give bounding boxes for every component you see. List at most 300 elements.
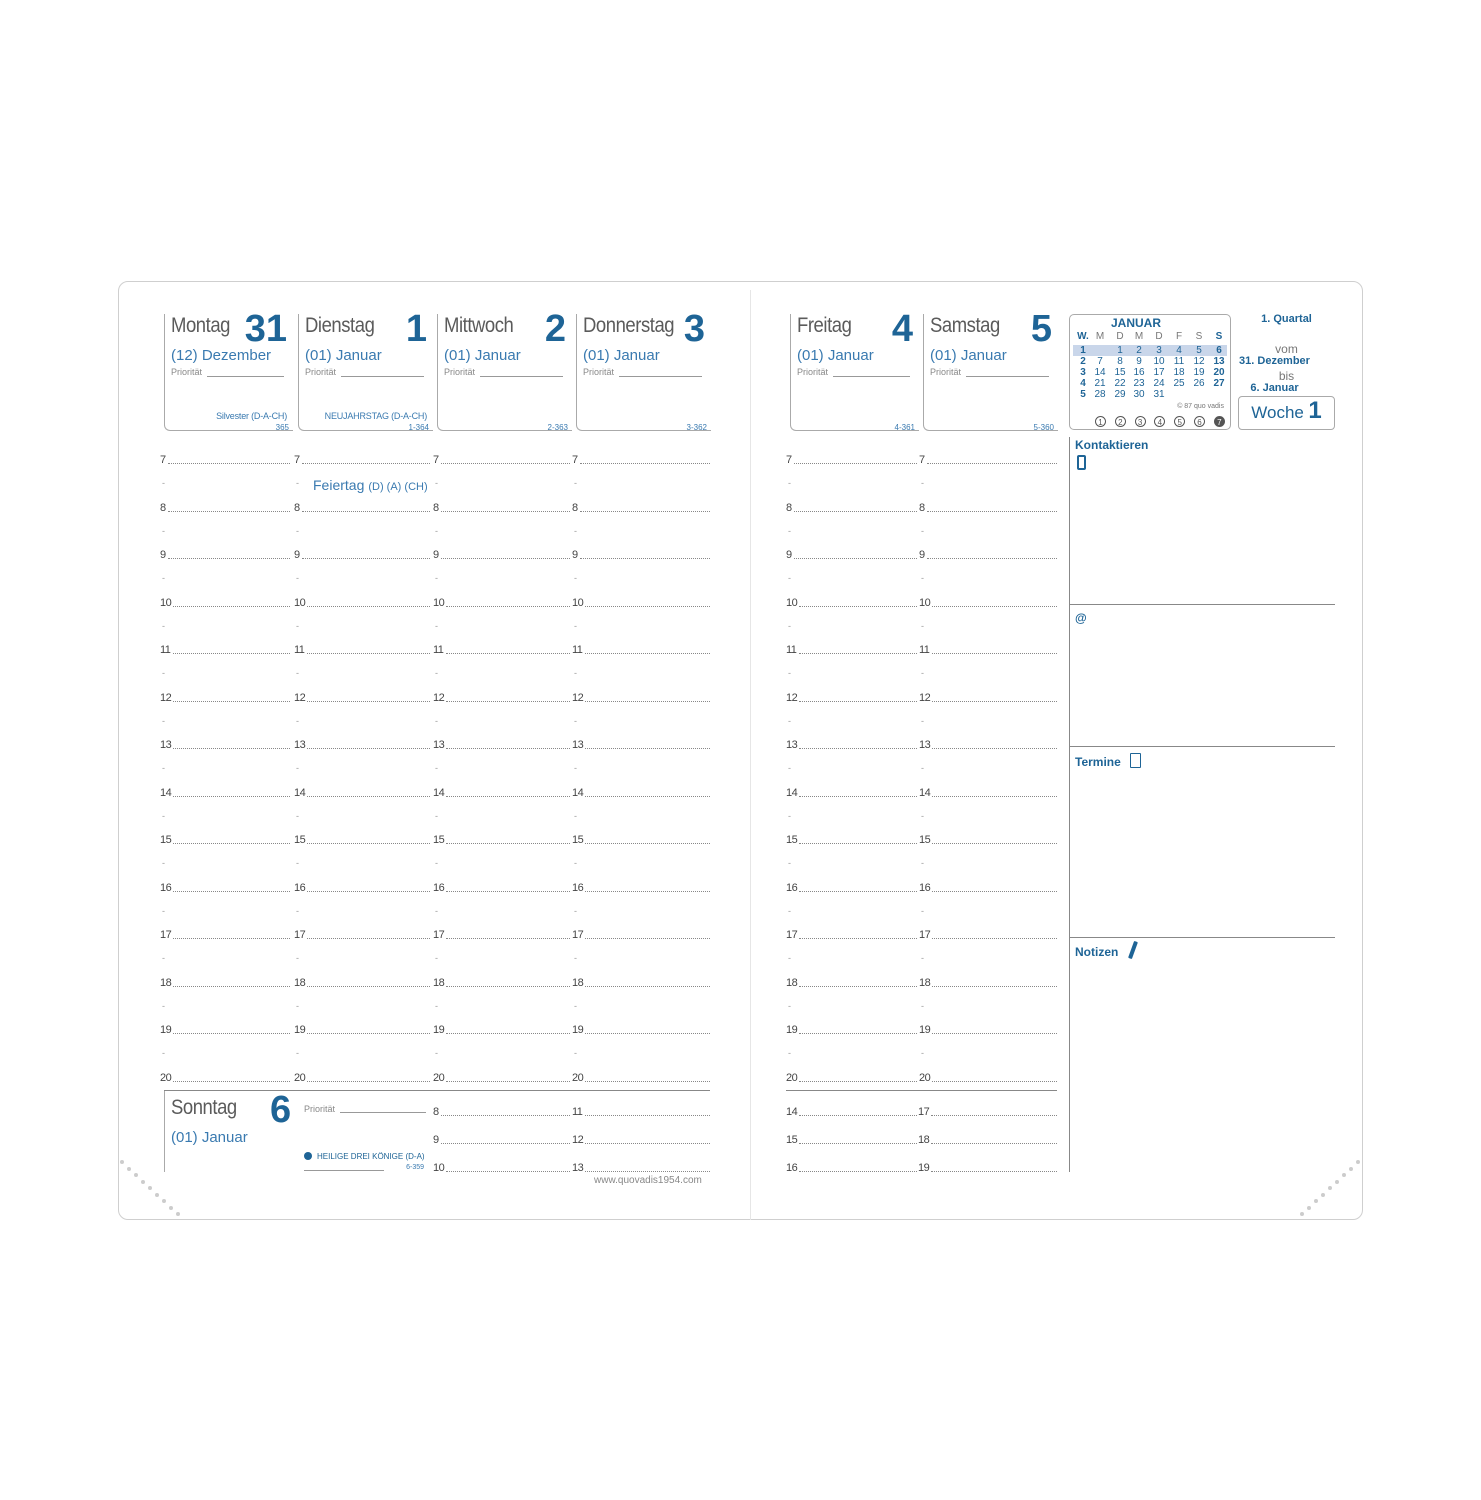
hour-row[interactable] xyxy=(919,549,1059,561)
calendar-header: M xyxy=(1095,331,1105,342)
calendar-day[interactable]: 22 xyxy=(1114,378,1126,389)
hour-row[interactable] xyxy=(786,1024,919,1036)
hour-row[interactable] xyxy=(160,787,292,799)
extra-hour-row[interactable] xyxy=(918,1134,1057,1146)
hour-row[interactable] xyxy=(919,787,1059,799)
calendar-day[interactable]: 13 xyxy=(1213,356,1225,367)
peg-hole xyxy=(1307,1206,1311,1210)
half-hour-mark: - xyxy=(162,620,165,631)
hour-label: 19 xyxy=(160,1024,172,1036)
mini-calendar xyxy=(1069,314,1231,430)
hour-label: 16 xyxy=(294,881,306,894)
hour-line xyxy=(307,986,430,987)
calendar-header: S xyxy=(1195,331,1203,342)
hour-row[interactable] xyxy=(786,502,919,514)
half-hour-mark: - xyxy=(921,953,924,963)
hour-row[interactable] xyxy=(572,929,712,941)
sunday-hour-row[interactable] xyxy=(433,1106,570,1118)
hour-label: 9 xyxy=(572,549,578,561)
hour-line xyxy=(585,986,710,987)
hour-label: 15 xyxy=(786,1134,798,1146)
calendar-day[interactable]: 4 xyxy=(1176,345,1182,356)
hour-row[interactable] xyxy=(433,739,572,751)
calendar-day[interactable]: 23 xyxy=(1133,378,1145,389)
hour-row[interactable] xyxy=(786,1072,919,1084)
hour-label: 9 xyxy=(294,549,300,561)
half-hour-mark: - xyxy=(921,478,924,488)
day-month: (12) Dezember xyxy=(171,347,272,364)
hour-label: 13 xyxy=(294,739,306,751)
hour-row[interactable] xyxy=(294,454,432,466)
hour-row[interactable] xyxy=(160,977,292,989)
hour-label: 19 xyxy=(786,1024,798,1036)
half-hour-mark: - xyxy=(435,763,438,773)
weekday-circle: 5 xyxy=(1174,416,1185,427)
hour-label: 18 xyxy=(572,976,584,989)
half-hour-mark: - xyxy=(788,1048,791,1058)
hour-row[interactable] xyxy=(786,454,919,466)
half-hour-mark: - xyxy=(435,715,438,726)
hour-label: 16 xyxy=(433,881,445,894)
peg-hole xyxy=(1342,1173,1346,1177)
hour-row[interactable] xyxy=(433,644,572,656)
half-hour-mark: - xyxy=(296,763,299,773)
calendar-header: S xyxy=(1215,331,1223,342)
hour-label: 7 xyxy=(160,454,166,466)
half-hour-mark: - xyxy=(788,525,791,536)
calendar-day[interactable]: 30 xyxy=(1133,389,1145,400)
calendar-day[interactable]: 2 xyxy=(1136,345,1142,356)
calendar-header: F xyxy=(1175,331,1183,342)
hour-row[interactable] xyxy=(572,834,712,846)
half-hour-mark: - xyxy=(296,810,299,821)
half-hour-mark: - xyxy=(162,905,165,916)
mini-calendar-copyright: © 87 quo vadis xyxy=(1177,403,1224,410)
half-hour-mark: - xyxy=(574,1000,577,1011)
hour-row[interactable] xyxy=(786,739,919,751)
hour-row[interactable] xyxy=(433,502,572,514)
priority-label: Priorität xyxy=(305,367,337,377)
hour-row[interactable] xyxy=(160,549,292,561)
hour-line xyxy=(302,463,430,464)
calendar-day[interactable]: 7 xyxy=(1097,356,1103,367)
hour-row[interactable] xyxy=(786,644,919,656)
hour-line xyxy=(307,748,430,749)
hour-row[interactable] xyxy=(160,644,292,656)
half-hour-mark: - xyxy=(788,668,791,678)
hour-row[interactable] xyxy=(160,1024,292,1036)
day-month: (01) Januar xyxy=(583,347,660,364)
hour-row[interactable] xyxy=(294,644,432,656)
hour-label: 14 xyxy=(433,786,445,799)
hour-row[interactable] xyxy=(433,692,572,704)
hour-line xyxy=(168,558,290,559)
hour-row[interactable] xyxy=(294,1072,432,1084)
hour-row[interactable] xyxy=(433,1072,572,1084)
hour-row[interactable] xyxy=(919,1024,1059,1036)
hour-label: 7 xyxy=(919,454,925,466)
hour-row[interactable] xyxy=(160,597,292,609)
hour-line xyxy=(173,986,290,987)
hour-row[interactable] xyxy=(572,644,712,656)
calendar-day[interactable]: 20 xyxy=(1213,367,1225,378)
hour-line xyxy=(585,938,710,939)
hour-label: 10 xyxy=(433,596,445,609)
hour-label: 16 xyxy=(919,881,931,894)
priority-line xyxy=(341,376,424,377)
hour-row[interactable] xyxy=(786,882,919,894)
sunday-holiday: HEILIGE DREI KÖNIGE (D-A) xyxy=(317,1152,425,1161)
hour-line xyxy=(307,701,430,702)
extra-hour-row[interactable] xyxy=(786,1134,917,1146)
hour-row[interactable] xyxy=(160,882,292,894)
hour-line xyxy=(799,986,917,987)
sunday-priority-line xyxy=(340,1112,426,1113)
day-number: 3 xyxy=(683,308,705,350)
half-hour-mark: - xyxy=(788,620,791,631)
half-hour-mark: - xyxy=(162,478,165,488)
priority-label: Priorität xyxy=(930,367,962,377)
day-name: Mittwoch xyxy=(444,314,514,337)
hour-line xyxy=(441,1143,570,1144)
hour-line xyxy=(794,511,917,512)
hour-row[interactable] xyxy=(294,929,432,941)
hour-row[interactable] xyxy=(919,692,1059,704)
hour-row[interactable] xyxy=(572,882,712,894)
calendar-day[interactable]: 3 xyxy=(1156,345,1162,356)
hour-label: 15 xyxy=(919,834,931,846)
day-number: 4 xyxy=(891,308,913,350)
hour-line xyxy=(927,511,1057,512)
hour-label: 15 xyxy=(786,834,798,846)
holiday-dot-icon xyxy=(304,1152,312,1160)
half-hour-mark: - xyxy=(574,763,577,773)
hour-line xyxy=(585,891,710,892)
day-holiday: NEUJAHRSTAG (D-A-CH) xyxy=(324,411,427,421)
calendar-day[interactable]: 11 xyxy=(1173,356,1185,367)
hour-row[interactable] xyxy=(786,692,919,704)
hour-line xyxy=(580,463,710,464)
half-hour-mark: - xyxy=(435,668,438,678)
sunday-hour-row[interactable] xyxy=(433,1162,570,1174)
calendar-day[interactable]: 8 xyxy=(1117,356,1123,367)
calendar-day[interactable]: 1 xyxy=(1117,345,1123,356)
hour-line xyxy=(307,843,430,844)
hour-label: 10 xyxy=(919,596,931,609)
sunday-hour-row[interactable] xyxy=(572,1162,710,1174)
extra-hour-row[interactable] xyxy=(786,1162,917,1174)
hour-label: 11 xyxy=(433,644,444,656)
calendar-day[interactable]: 31 xyxy=(1153,389,1165,400)
day-name: Freitag xyxy=(797,314,852,337)
calendar-day[interactable]: 29 xyxy=(1114,389,1126,400)
sunday-name: Sonntag xyxy=(171,1096,237,1119)
sunday-hour-row[interactable] xyxy=(572,1134,710,1146)
half-hour-mark: - xyxy=(921,668,924,678)
sunday-hour-row[interactable] xyxy=(572,1106,710,1118)
day-number: 2 xyxy=(544,308,566,350)
hour-row[interactable] xyxy=(294,739,432,751)
hour-label: 19 xyxy=(918,1162,930,1174)
half-hour-mark: - xyxy=(574,1048,577,1058)
hour-line xyxy=(307,796,430,797)
extra-hour-row[interactable] xyxy=(918,1106,1057,1118)
hour-line xyxy=(446,748,570,749)
hour-row[interactable] xyxy=(160,502,292,514)
mini-calendar-month: JANUAR xyxy=(1110,316,1161,330)
center-fold xyxy=(750,290,751,1220)
weekday-circle: 2 xyxy=(1115,416,1126,427)
half-hour-mark: - xyxy=(788,1000,791,1011)
hour-label: 17 xyxy=(918,1106,930,1118)
calendar-day[interactable]: 9 xyxy=(1136,356,1142,367)
hour-line xyxy=(307,938,430,939)
hour-line xyxy=(794,558,917,559)
hour-label: 12 xyxy=(572,1134,584,1146)
calendar-day[interactable]: 19 xyxy=(1193,367,1205,378)
half-hour-mark: - xyxy=(574,620,577,631)
hour-label: 14 xyxy=(786,786,798,799)
phone-icon xyxy=(1077,455,1086,470)
hour-row[interactable] xyxy=(572,502,712,514)
hour-row[interactable] xyxy=(160,692,292,704)
to-date: 6. Januar xyxy=(1250,382,1299,394)
hour-row[interactable] xyxy=(433,977,572,989)
hour-line xyxy=(932,938,1057,939)
half-hour-mark: - xyxy=(921,573,924,583)
vom-label: vom xyxy=(1275,342,1298,356)
priority-label: Priorität xyxy=(171,367,203,377)
hour-row[interactable] xyxy=(433,882,572,894)
hour-row[interactable] xyxy=(919,977,1059,989)
hour-row[interactable] xyxy=(919,502,1059,514)
calendar-day[interactable]: 10 xyxy=(1153,356,1165,367)
peg-hole xyxy=(1349,1167,1353,1171)
hour-line xyxy=(585,1115,710,1116)
hour-row[interactable] xyxy=(572,692,712,704)
hour-label: 7 xyxy=(433,454,439,466)
hour-row[interactable] xyxy=(433,454,572,466)
calendar-day[interactable]: 25 xyxy=(1173,378,1185,389)
hour-row[interactable] xyxy=(919,597,1059,609)
hour-row[interactable] xyxy=(294,597,432,609)
calendar-day[interactable]: 12 xyxy=(1193,356,1205,367)
calendar-day[interactable]: 21 xyxy=(1094,378,1106,389)
half-hour-mark: - xyxy=(435,1000,438,1011)
hour-label: 12 xyxy=(433,691,445,704)
hour-row[interactable] xyxy=(919,1072,1059,1084)
hour-row[interactable] xyxy=(572,1072,712,1084)
hour-row[interactable] xyxy=(294,1024,432,1036)
hour-row[interactable] xyxy=(786,977,919,989)
hour-line xyxy=(446,796,570,797)
extra-hour-row[interactable] xyxy=(918,1162,1057,1174)
calendar-header: D xyxy=(1116,331,1124,342)
hour-line xyxy=(799,891,917,892)
half-hour-mark: - xyxy=(788,763,791,773)
hour-row[interactable] xyxy=(572,1024,712,1036)
hour-row[interactable] xyxy=(919,834,1059,846)
hour-row[interactable] xyxy=(919,929,1059,941)
hour-row[interactable] xyxy=(160,454,292,466)
hour-line xyxy=(927,463,1057,464)
hour-row[interactable] xyxy=(160,739,292,751)
hour-label: 13 xyxy=(572,739,584,751)
calendar-day[interactable]: 14 xyxy=(1094,367,1106,378)
hour-row[interactable] xyxy=(786,549,919,561)
notizen-title: Notizen xyxy=(1075,945,1119,959)
calendar-day[interactable]: 26 xyxy=(1193,378,1205,389)
hour-row[interactable] xyxy=(572,454,712,466)
hour-line xyxy=(927,558,1057,559)
calendar-week-number: 2 xyxy=(1080,356,1086,367)
half-hour-mark: - xyxy=(296,905,299,916)
hour-label: 18 xyxy=(433,976,445,989)
hour-line xyxy=(932,606,1057,607)
feiertag-note xyxy=(313,477,428,493)
hour-row[interactable] xyxy=(433,597,572,609)
priority-line xyxy=(833,376,910,377)
priority-line xyxy=(619,376,702,377)
half-hour-mark: - xyxy=(296,525,299,536)
hour-line xyxy=(173,938,290,939)
calendar-day[interactable]: 18 xyxy=(1173,367,1185,378)
notepad-icon xyxy=(1130,753,1141,768)
hour-label: 18 xyxy=(786,976,798,989)
hour-row[interactable] xyxy=(919,882,1059,894)
hour-row[interactable] xyxy=(572,549,712,561)
hour-row[interactable] xyxy=(294,502,432,514)
hour-label: 18 xyxy=(160,976,172,989)
hour-row[interactable] xyxy=(294,549,432,561)
hour-row[interactable] xyxy=(433,549,572,561)
peg-hole xyxy=(1356,1160,1360,1164)
hour-line xyxy=(931,1171,1057,1172)
weekday-circle: 7 xyxy=(1214,416,1225,427)
half-hour-mark: - xyxy=(788,478,791,488)
peg-hole xyxy=(1321,1193,1325,1197)
hour-label: 18 xyxy=(919,976,931,989)
calendar-day[interactable]: 24 xyxy=(1153,378,1165,389)
hour-label: 17 xyxy=(919,929,931,941)
peg-hole xyxy=(176,1212,180,1216)
hour-line xyxy=(799,796,917,797)
calendar-header: M xyxy=(1134,331,1144,342)
hour-line xyxy=(799,1115,917,1116)
hour-row[interactable] xyxy=(572,597,712,609)
hour-row[interactable] xyxy=(786,929,919,941)
hour-row[interactable] xyxy=(919,454,1059,466)
day-month: (01) Januar xyxy=(797,347,874,364)
hour-row[interactable] xyxy=(294,787,432,799)
hour-label: 9 xyxy=(160,549,166,561)
hour-row[interactable] xyxy=(294,834,432,846)
hour-label: 9 xyxy=(433,1134,439,1146)
half-hour-mark: - xyxy=(788,905,791,916)
hour-label: 19 xyxy=(919,1024,931,1036)
hour-label: 20 xyxy=(919,1071,931,1084)
weekday-circle: 1 xyxy=(1095,416,1106,427)
half-hour-mark: - xyxy=(296,1048,299,1058)
day-header-montag xyxy=(164,308,293,432)
hour-line xyxy=(446,1081,570,1082)
hour-row[interactable] xyxy=(160,929,292,941)
hour-line xyxy=(932,701,1057,702)
hour-label: 11 xyxy=(294,644,305,656)
half-hour-mark: - xyxy=(162,763,165,773)
hour-row[interactable] xyxy=(160,1072,292,1084)
peg-hole xyxy=(155,1193,159,1197)
hour-line xyxy=(932,843,1057,844)
hour-label: 8 xyxy=(919,501,925,514)
hour-row[interactable] xyxy=(919,644,1059,656)
peg-hole xyxy=(169,1206,173,1210)
calendar-day[interactable]: 16 xyxy=(1133,367,1145,378)
half-hour-mark: - xyxy=(162,810,165,821)
sunday-hour-row[interactable] xyxy=(433,1134,570,1146)
hour-line xyxy=(168,511,290,512)
hour-row[interactable] xyxy=(294,692,432,704)
hour-label: 12 xyxy=(160,691,172,704)
hour-line xyxy=(585,606,710,607)
hour-row[interactable] xyxy=(572,739,712,751)
hour-row[interactable] xyxy=(294,882,432,894)
day-of-year: 3-362 xyxy=(686,423,707,432)
day-of-year: 1-364 xyxy=(408,423,429,432)
hour-label: 8 xyxy=(433,501,439,514)
hour-row[interactable] xyxy=(433,834,572,846)
hour-label: 20 xyxy=(572,1071,584,1084)
hour-line xyxy=(585,1143,710,1144)
day-number: 31 xyxy=(244,308,287,350)
hour-line xyxy=(931,1115,1057,1116)
hour-label: 8 xyxy=(786,501,792,514)
hour-label: 13 xyxy=(919,739,931,751)
hour-line xyxy=(168,463,290,464)
half-hour-mark: - xyxy=(435,858,438,868)
hour-row[interactable] xyxy=(294,977,432,989)
half-hour-mark: - xyxy=(788,953,791,963)
hour-label: 16 xyxy=(786,1162,798,1174)
hour-line xyxy=(799,1143,917,1144)
calendar-day[interactable]: 6 xyxy=(1216,345,1222,356)
hour-row[interactable] xyxy=(433,787,572,799)
extra-hour-row[interactable] xyxy=(786,1106,917,1118)
calendar-day[interactable]: 28 xyxy=(1094,389,1106,400)
day-header-samstag xyxy=(923,308,1058,432)
half-hour-mark: - xyxy=(296,858,299,868)
calendar-day[interactable]: 27 xyxy=(1213,378,1225,389)
hour-label: 9 xyxy=(919,549,925,561)
hour-line xyxy=(585,701,710,702)
half-hour-mark: - xyxy=(162,1048,165,1058)
calendar-day[interactable]: 17 xyxy=(1153,367,1165,378)
hour-row[interactable] xyxy=(433,929,572,941)
hour-row[interactable] xyxy=(572,977,712,989)
half-hour-mark: - xyxy=(162,953,165,963)
hour-row[interactable] xyxy=(786,834,919,846)
calendar-day[interactable]: 5 xyxy=(1196,345,1202,356)
termine-rule xyxy=(1069,937,1335,938)
hour-label: 15 xyxy=(160,834,172,846)
hour-row[interactable] xyxy=(572,787,712,799)
calendar-day[interactable]: 15 xyxy=(1114,367,1126,378)
hour-row[interactable] xyxy=(919,739,1059,751)
hour-row[interactable] xyxy=(160,834,292,846)
hour-row[interactable] xyxy=(786,597,919,609)
hour-row[interactable] xyxy=(433,1024,572,1036)
hour-row[interactable] xyxy=(786,787,919,799)
